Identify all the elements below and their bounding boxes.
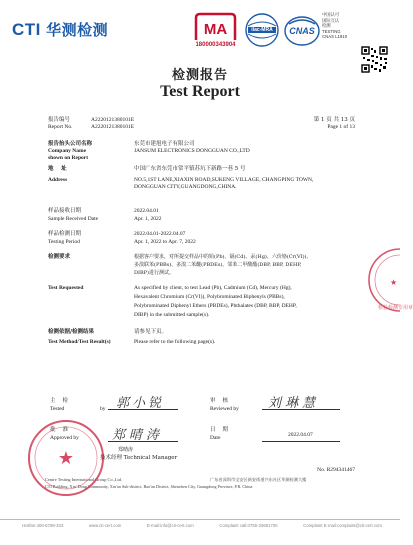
cti-logo [12, 19, 108, 40]
company-label-en-2: shown on Report [48, 155, 89, 161]
period-value-2: Apr. 1, 2022 to Apr. 7, 2022 [134, 239, 196, 245]
footer-complaint-email[interactable]: Complaint E-mail:complaint@cti-cert.com [303, 523, 382, 528]
address-value-cn: 中国广东省东莞市常平镇苏坑下新路一巷 5 号 [134, 166, 246, 172]
cnas-logo [283, 14, 321, 48]
report-no-value-1: A2220121380101E [91, 117, 135, 123]
cnas-caption: 中国认可 国际互认 检测 TESTING CNAS L1910 [322, 12, 348, 39]
address-label-cn: 地 址 [48, 166, 67, 172]
requirement-label-en: Test Requested [48, 285, 84, 291]
tested-line [108, 409, 178, 410]
received-label-cn: 样品接收日期 [48, 208, 82, 214]
footer-hotline: Hotline:400-6788-333 [22, 523, 64, 528]
side-seal-text: 检验检测专用章 [378, 305, 413, 311]
requirement-label-cn: 检测要求 [48, 254, 71, 260]
tested-by: by [100, 406, 106, 412]
requirement-en-2: Hexavalent Chromium (Cr(VI)), Polybrominated Biphenyls (PBBs), [134, 294, 285, 300]
approved-label-en: Approved by [50, 435, 79, 441]
approved-signature: 郑晴涛 [112, 428, 164, 443]
page-en: Page 1 of 13 [327, 124, 355, 130]
period-label-en: Testing Period [48, 239, 80, 245]
requirement-en-1: As specified by client, to test Lead (Pb), Cadmium (Cd), Mercury (Hg), [134, 285, 292, 291]
cti-brand: CTI [12, 20, 41, 39]
svg-text:★: ★ [57, 448, 75, 469]
reviewed-label-en: Reviewed by [210, 406, 239, 412]
period-value-1: 2022.04.01-2022.04.07 [134, 231, 186, 237]
title-cn: 检测报告 [171, 68, 228, 83]
title-en: Test Report [160, 83, 240, 100]
company-label-cn: 报告抬头公司名称 [48, 141, 93, 147]
method-label-en: Test Method/Test Result(s) [48, 339, 111, 345]
cma-mark-icon [193, 12, 238, 42]
address-label-en: Address [48, 177, 68, 183]
cma-logo [193, 12, 238, 52]
date-label-en: Date [210, 435, 221, 441]
report-no-label-en: Report No. [48, 124, 73, 130]
footer-company-en-2: CTI Building, Xin' Dong Community, Xin'an Sub-district, Bao'an District, Shenzhen City, Guangdong Province, P.R. China [45, 484, 253, 489]
method-value-cn: 请参见下页。 [134, 329, 168, 335]
address-value-en-2: DONGGUAN CITY,GUANGDONG,CHINA. [134, 184, 237, 190]
method-value-en: Please refer to the following page(s). [134, 339, 216, 345]
footer-website[interactable]: www.cti-cert.com [88, 523, 122, 528]
company-value-cn: 东莞市建旭电子有限公司 [134, 141, 195, 147]
approver-title: 技术经理 Technical Manager [100, 455, 178, 461]
address-value-en-1: NO.5,1ST LANE,XIAXIN ROAD,SUKENG VILLAGE, CHANGPING TOWN, [134, 177, 314, 183]
tested-signature: 郭小锐 [116, 396, 165, 411]
date-value: 2022.04.07 [288, 432, 313, 438]
footer-address-cn: 广东省深圳市宝安区新安街道兴东社区华测检测大楼 [210, 477, 307, 482]
date-line [262, 441, 340, 442]
footer-email[interactable]: E-mail:info@cti-cert.com [146, 523, 194, 528]
footer-contact-row [22, 523, 382, 528]
side-seal [368, 245, 413, 315]
tested-label-en: Tested [50, 406, 65, 412]
reviewed-line [262, 409, 340, 410]
approved-label-cn: 批 准 [50, 427, 68, 433]
cnas-label: CNAS [289, 26, 315, 36]
requirement-en-3: Polybrominated Diphenyl Ethers (PBDEs), Phthalates (DBP, BBP, DEHP, [134, 303, 297, 309]
reviewed-label-cn: 审 核 [210, 398, 228, 404]
company-label-en-1: Company Name [48, 148, 87, 154]
received-value-1: 2022.04.01 [134, 208, 159, 214]
cti-brand-cn: 华测检测 [46, 22, 109, 39]
svg-text:MA: MA [203, 21, 228, 38]
footer-company-en-1: Centre Testing International Group Co.,Ltd. [45, 477, 123, 482]
requirement-en-4: DIBP) in the submitted sample(s). [134, 312, 210, 318]
requirement-cn-1: 根据客户要求，对所提交样品中的铅(Pb)、镉(Cd)、汞(Hg)、六价铬(Cr(VI))、 [134, 254, 312, 260]
footer-divider [0, 519, 400, 520]
ilac-label: ilac-MRA [251, 26, 273, 33]
report-serial-number: No. R294341467 [317, 467, 355, 473]
ilac-logo [244, 12, 280, 48]
report-no-value-2: A2220121380101E [91, 124, 135, 130]
method-label-cn: 检测依据/检测结果 [48, 329, 95, 335]
period-label-cn: 样品检测日期 [48, 231, 82, 237]
date-label-cn: 日 期 [210, 427, 228, 433]
approver-name-cn: 郑晴涛 [118, 447, 134, 453]
page-cn: 第 1 页 共 13 页 [313, 117, 355, 123]
report-no-label-cn: 报告编号 [48, 117, 71, 123]
footer-complaint-call: Complaint call:0755-33681700 [219, 523, 278, 528]
approved-line [108, 441, 178, 442]
tested-label-cn: 主 检 [50, 398, 68, 404]
received-value-2: Apr. 1, 2022 [134, 216, 162, 222]
requirement-cn-3: DIBP)进行测试。 [134, 270, 174, 276]
svg-text:★: ★ [390, 278, 398, 287]
received-label-en: Sample Received Date [48, 216, 99, 222]
company-value-en: JANSUM ELECTRONICS DONGGUAN CO.,LTD [134, 148, 250, 154]
reviewed-signature: 刘琳慧 [268, 396, 320, 411]
requirement-cn-2: 多溴联苯(PBBs)、多溴二苯醚(PBDEs)、邻苯二甲酸酯(DBP, BBP, DEHP, [134, 262, 302, 268]
cma-number: 180000343904 [195, 42, 236, 48]
